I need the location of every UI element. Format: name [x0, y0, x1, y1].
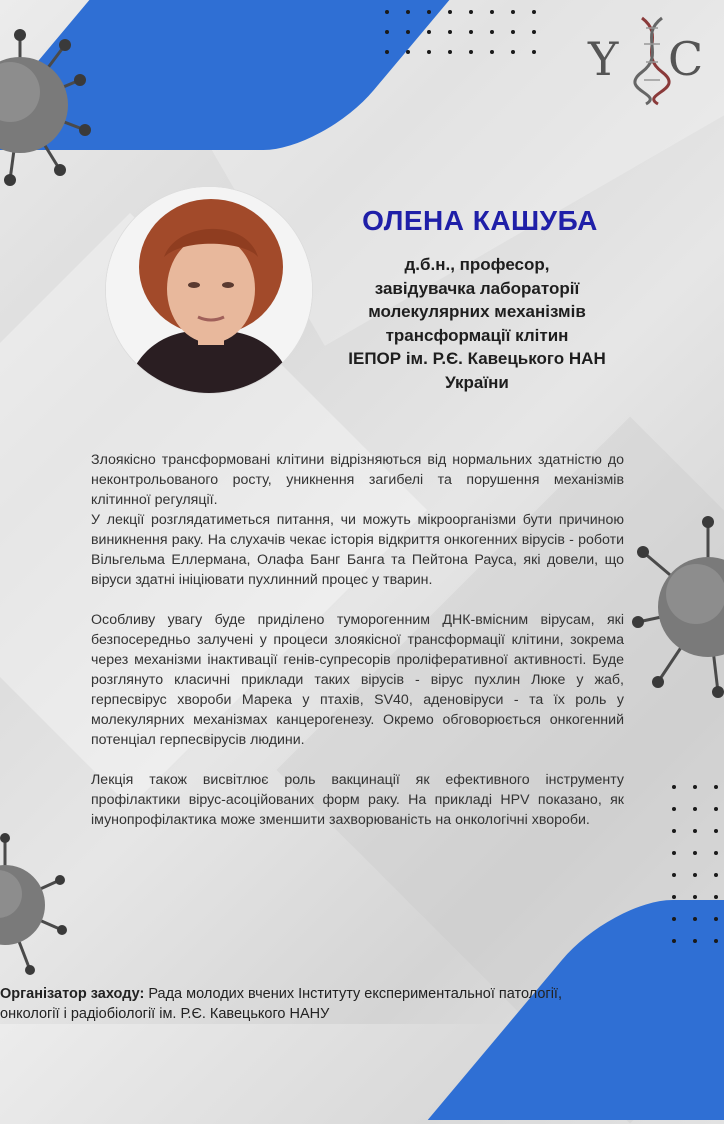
speaker-title-line: завідувачка лабораторії	[374, 278, 580, 298]
virus-icon	[628, 512, 724, 702]
speaker-title-line: трансформації клітин	[385, 325, 569, 345]
logo-letter: C	[668, 32, 704, 86]
virus-icon	[0, 20, 100, 190]
dot-grid-right	[672, 785, 718, 943]
dna-icon	[632, 14, 672, 106]
paragraph: У лекції розглядатиметься питання, чи можуть мікроорганізми бути причиною виникнення раку. На слухачів чекає історія відкриття онкогенних вірусів - роботи Вільгельма Еллермана, Олафа Банг Банга та Пейтона Рауса, які довели, що віруси здатні ініціювати пухлинний процес у тварин.	[91, 512, 624, 588]
lecture-description	[91, 450, 624, 830]
paragraph: Лекція також висвітлює роль вакцинації як ефективного інструменту профілактики вірус-асоційованих форм раку. На прикладі HPV показано, як імунопрофілактика може зменшити захворюваність на онкологічні хвороби.	[91, 772, 624, 828]
speaker-title-line: ІЕПОР ім. Р.Є. Кавецького НАН	[348, 349, 606, 368]
speaker-title-line: молекулярних механізмів	[368, 302, 586, 321]
organizer-note	[0, 984, 600, 1024]
paragraph: Особливу увагу буде приділено туморогенним ДНК-вмісним вірусам, які безпосередньо залучені у процеси злоякісної трансформації клітини, зокрема через механізми інактивації генів-супресорів проліферативної активності. Буде розглянуто класичні приклади таких вірусів - вірус пухлин Люке у жаб, герпесвірус хвороби Марека у птахів, SV40, аденовіруси - та їх роль у молекулярних механізмах канцерогенезу. Окремо обговорюється онкогенний потенціал герпесвірусів людини.	[91, 612, 624, 748]
speaker-photo	[106, 187, 312, 393]
ysc-logo	[586, 14, 716, 106]
logo-letter: Y	[588, 32, 619, 86]
speaker-title-line: України	[445, 372, 509, 392]
virus-icon	[0, 830, 70, 980]
paragraph: Злоякісно трансформовані клітини відрізняються від нормальних здатністю до неконтрольованого росту, уникнення загибелі та порушення механізмів клітинної регуляції.	[91, 452, 624, 508]
speaker-name: ОЛЕНА КАШУБА	[362, 205, 598, 236]
organizer-text: Рада молодих вчених Інституту експериментальної патології, онкології і радіобіології ім. Р.Є. Кавецького НАНУ	[0, 986, 562, 1022]
dot-grid-top	[385, 10, 536, 54]
speaker-title-line: д.б.н., професор,	[404, 255, 550, 274]
organizer-label: Організатор заходу:	[0, 986, 145, 1002]
speaker-title	[322, 253, 632, 394]
